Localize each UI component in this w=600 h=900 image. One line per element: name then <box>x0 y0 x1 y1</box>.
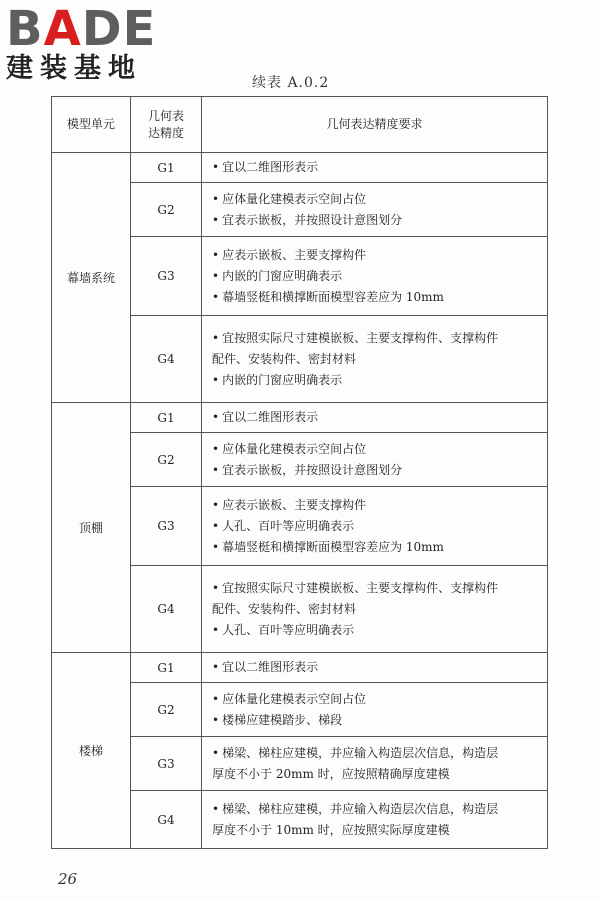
requirement-item <box>212 578 547 599</box>
precision-level-cell: G3 <box>131 487 202 566</box>
requirement-text: 内嵌的门窗应明确表示 <box>222 372 343 387</box>
precision-level-cell: G1 <box>131 653 202 683</box>
logo-wordmark: BADE <box>6 1 157 57</box>
requirement-text: 宜以二维图形表示 <box>222 410 319 424</box>
bullet-icon: • <box>212 330 220 345</box>
requirement-item <box>212 657 547 678</box>
requirement-continuation <box>212 599 547 620</box>
requirement-text: 厚度不小于 20mm 时，应按照精确厚度建模 <box>212 766 450 781</box>
model-unit-cell: 楼梯 <box>52 653 131 849</box>
requirement-cell <box>202 316 548 403</box>
requirement-item <box>212 516 547 537</box>
bullet-icon: • <box>212 622 220 637</box>
header-precision-level: 几何表 达精度 <box>131 97 202 153</box>
bullet-icon: • <box>212 539 220 554</box>
requirement-continuation <box>212 349 547 370</box>
requirement-cell <box>202 153 548 183</box>
precision-level-cell: G1 <box>131 153 202 183</box>
bullet-icon: • <box>212 801 220 816</box>
bullet-icon: • <box>212 691 220 706</box>
requirement-text: 梯梁、梯柱应建模，并应输入构造层次信息，构造层 <box>222 745 499 760</box>
precision-level-cell: G4 <box>131 566 202 653</box>
bullet-icon: • <box>212 247 220 262</box>
bullet-icon: • <box>212 660 220 674</box>
requirement-continuation <box>212 820 547 841</box>
requirement-cell <box>202 237 548 316</box>
requirement-text: 楼梯应建模踏步、梯段 <box>222 712 343 727</box>
page-number: 26 <box>58 870 78 888</box>
requirement-item <box>212 266 547 287</box>
bullet-icon: • <box>212 712 220 727</box>
requirement-text: 人孔、百叶等应明确表示 <box>222 518 355 533</box>
requirement-item <box>212 439 547 460</box>
requirement-item <box>212 689 547 710</box>
requirement-item <box>212 537 547 558</box>
model-unit-cell: 幕墙系统 <box>52 153 131 403</box>
requirement-cell <box>202 403 548 433</box>
requirement-cell <box>202 433 548 487</box>
requirement-item <box>212 799 547 820</box>
precision-level-cell: G1 <box>131 403 202 433</box>
requirement-text: 人孔、百叶等应明确表示 <box>222 622 355 637</box>
precision-level-cell: G4 <box>131 791 202 849</box>
requirement-text: 应体量化建模表示空间占位 <box>222 691 367 706</box>
bullet-icon: • <box>212 441 220 456</box>
requirement-item <box>212 287 547 308</box>
requirement-item <box>212 328 547 349</box>
precision-level-cell: G4 <box>131 316 202 403</box>
bullet-icon: • <box>212 191 220 206</box>
requirement-item <box>212 370 547 391</box>
requirement-text: 配件、安装构件、密封材料 <box>212 351 357 366</box>
requirement-item <box>212 245 547 266</box>
requirement-text: 内嵌的门窗应明确表示 <box>222 268 343 283</box>
requirement-text: 幕墙竖梃和横撑断面模型容差应为 10mm <box>222 539 444 554</box>
bullet-icon: • <box>212 497 220 512</box>
requirement-cell <box>202 683 548 737</box>
requirement-item <box>212 710 547 731</box>
requirement-text: 宜以二维图形表示 <box>222 660 319 674</box>
bade-logo <box>6 1 176 86</box>
requirement-item <box>212 620 547 641</box>
precision-level-cell: G3 <box>131 237 202 316</box>
requirement-text: 厚度不小于 10mm 时，应按照实际厚度建模 <box>212 822 450 837</box>
requirement-text: 配件、安装构件、密封材料 <box>212 601 357 616</box>
model-unit-cell: 顶棚 <box>52 403 131 653</box>
bullet-icon: • <box>212 410 220 424</box>
precision-table <box>51 96 548 849</box>
bullet-icon: • <box>212 372 220 387</box>
requirement-text: 宜按照实际尺寸建模嵌板、主要支撑构件、支撑构件 <box>222 580 499 595</box>
table-row <box>52 153 548 183</box>
requirement-item <box>212 743 547 764</box>
requirement-cell <box>202 791 548 849</box>
requirement-text: 应体量化建模表示空间占位 <box>222 191 367 206</box>
requirement-item <box>212 495 547 516</box>
precision-level-cell: G2 <box>131 433 202 487</box>
logo-subtitle: 建装基地 <box>6 53 142 84</box>
requirement-text: 应表示嵌板、主要支撑构件 <box>222 247 367 262</box>
requirement-text: 幕墙竖梃和横撑断面模型容差应为 10mm <box>222 289 444 304</box>
header-requirement: 几何表达精度要求 <box>202 97 548 153</box>
requirement-text: 应体量化建模表示空间占位 <box>222 441 367 456</box>
bullet-icon: • <box>212 462 220 477</box>
precision-level-cell: G3 <box>131 737 202 791</box>
requirement-cell <box>202 183 548 237</box>
requirement-cell <box>202 737 548 791</box>
bullet-icon: • <box>212 745 220 760</box>
precision-level-cell: G2 <box>131 183 202 237</box>
requirement-cell <box>202 566 548 653</box>
requirement-item <box>212 189 547 210</box>
table-header-row <box>52 97 548 153</box>
requirement-item <box>212 210 547 231</box>
header-model-unit: 模型单元 <box>52 97 131 153</box>
requirement-item <box>212 460 547 481</box>
requirement-cell <box>202 487 548 566</box>
bullet-icon: • <box>212 518 220 533</box>
bullet-icon: • <box>212 160 220 174</box>
requirement-text: 宜按照实际尺寸建模嵌板、主要支撑构件、支撑构件 <box>222 330 499 345</box>
bullet-icon: • <box>212 289 220 304</box>
requirement-text: 宜表示嵌板，并按照设计意图划分 <box>222 462 403 477</box>
requirement-text: 宜以二维图形表示 <box>222 160 319 174</box>
requirement-item <box>212 157 547 178</box>
requirement-cell <box>202 653 548 683</box>
requirement-text: 应表示嵌板、主要支撑构件 <box>222 497 367 512</box>
precision-level-cell: G2 <box>131 683 202 737</box>
requirement-item <box>212 407 547 428</box>
table-row <box>52 653 548 683</box>
table-row <box>52 403 548 433</box>
bullet-icon: • <box>212 580 220 595</box>
table-caption: 续表 A.0.2 <box>252 75 330 91</box>
requirement-text: 梯梁、梯柱应建模，并应输入构造层次信息，构造层 <box>222 801 499 816</box>
requirement-text: 宜表示嵌板，并按照设计意图划分 <box>222 212 403 227</box>
requirement-continuation <box>212 764 547 785</box>
bullet-icon: • <box>212 212 220 227</box>
bullet-icon: • <box>212 268 220 283</box>
